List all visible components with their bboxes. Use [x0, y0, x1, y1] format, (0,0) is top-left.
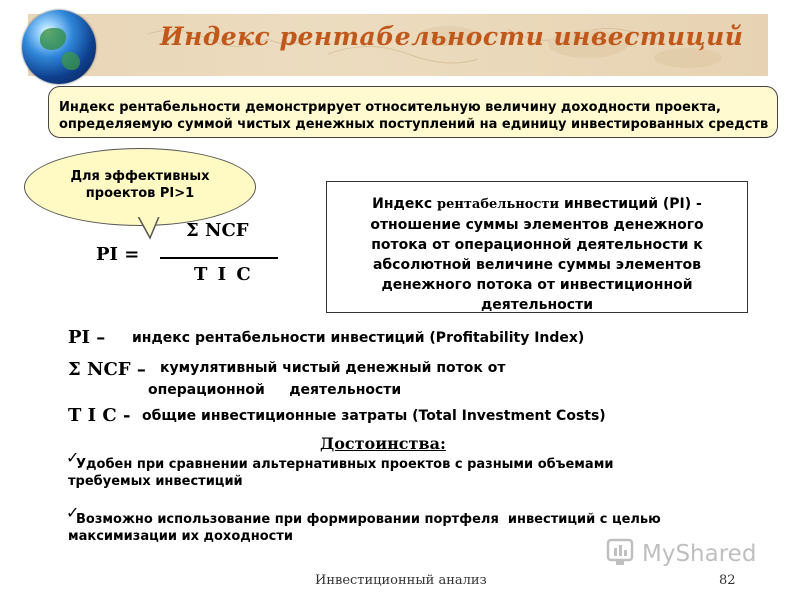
pi-definition-line-2: отношение суммы элементов денежного: [370, 217, 704, 233]
pi-definition-box: [326, 181, 748, 313]
legend-tic-description: общие инвестиционные затраты (Total Investment Costs): [142, 408, 606, 424]
legend-ncf-symbol: Σ NCF –: [68, 359, 146, 380]
callout-text: [40, 168, 240, 202]
pi-definition-line-1: [327, 194, 747, 215]
definition-line-2: определяемую суммой чистых денежных поступлений на единицу инвестированных средств: [59, 117, 769, 132]
callout-line-1: Для эффективных: [70, 169, 210, 184]
formula-lhs: PI =: [96, 244, 140, 265]
advantage-1-line-2: требуемых инвестиций: [68, 474, 243, 489]
page-title: Индекс рентабельности инвестиций: [160, 22, 744, 51]
advantage-1-line-1: Удобен при сравнении альтернативных проектов с разными объемами: [76, 457, 614, 472]
checkmark-icon: ✓: [66, 503, 80, 522]
formula-numerator: Σ NCF: [186, 220, 249, 241]
globe-icon: [22, 10, 96, 84]
fraction-line: [160, 257, 278, 259]
myshared-logo-icon: [606, 538, 640, 568]
pi-definition-line-3: потока от операционной деятельности к: [371, 237, 703, 253]
callout-line-2: проектов PI>1: [85, 186, 195, 201]
legend-pi-description: индекс рентабельности инвестиций (Profitability Index): [132, 330, 585, 346]
legend-ncf-description-2: операционной деятельности: [148, 382, 402, 398]
checkmark-icon: ✓: [66, 448, 80, 467]
footer-text: Инвестиционный анализ: [315, 573, 487, 588]
definition-line-1: Индекс рентабельности демонстрирует относительную величину доходности проекта,: [59, 100, 721, 115]
pi-definition-line-4: абсолютной величине суммы элементов: [372, 257, 702, 273]
pi-word-profitability: рентабельности: [437, 197, 560, 212]
callout-tail: [130, 212, 170, 242]
watermark-text: MyShared: [642, 541, 757, 567]
page-number: 82: [719, 573, 736, 588]
advantages-title: Достоинства:: [320, 434, 446, 453]
pi-word-index: Индекс: [372, 196, 437, 212]
advantage-2-line-1: Возможно использование при формировании портфеля инвестиций с целью: [76, 512, 661, 527]
definition-note: [48, 86, 778, 138]
advantage-item-1: [76, 456, 613, 473]
legend-tic-symbol: T I C -: [68, 405, 131, 426]
formula-denominator: T I C: [194, 264, 253, 285]
pi-word-rest: инвестиций (PI) -: [559, 196, 702, 212]
pi-definition-line-6: деятельности: [480, 297, 594, 313]
advantage-2-line-2: максимизации их доходности: [68, 529, 294, 544]
legend-ncf-description-1: кумулятивный чистый денежный поток от: [160, 360, 506, 376]
pi-definition-line-5: денежного потока от инвестиционной: [381, 277, 693, 293]
legend-pi-symbol: PI –: [68, 327, 106, 348]
